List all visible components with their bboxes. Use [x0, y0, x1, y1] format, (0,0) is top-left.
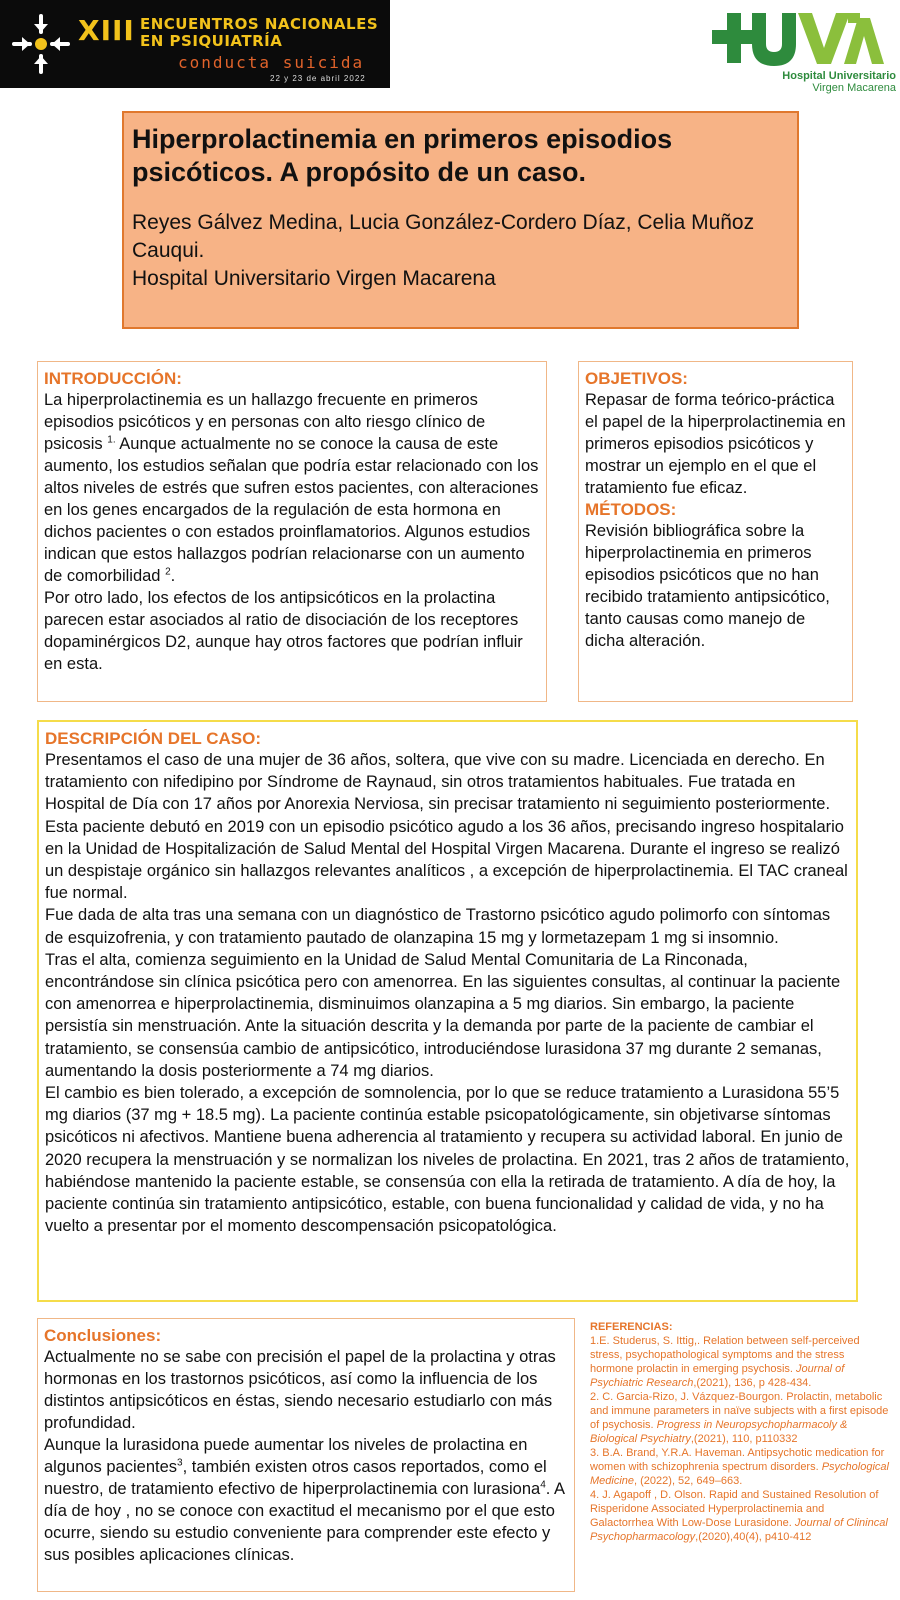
citation-1: 1. [107, 434, 116, 446]
intro-text-c: . [170, 567, 176, 585]
case-paragraph: Presentamos el caso de una mujer de 36 años, soltera, que vive con su madre. Licenciada en derecho. En tratamiento con nifedipino por Síndrome de Raynaud, sin otros tratamientos habituales. Fue tratada en Hospital de Día con 17 años por Anorexia Nerviosa, sin precisar tratamiento ni seguimiento posteriormente. [45, 751, 831, 814]
introduction-heading: INTRODUCCIÓN: [44, 369, 182, 388]
conclusions-paragraph-1: Actualmente no se sabe con precisión el papel de la prolactina y otras hormonas en los trastornos psicóticos, así como la influencia de los distintos antipsicóticos en éstas, siendo necesario estudiarlo con más profundidad. [44, 1348, 556, 1432]
event-title-line2: EN PSIQUIATRÍA [140, 32, 283, 50]
introduction-paragraph-1 [44, 389, 540, 587]
citation-3: 3 [177, 1457, 183, 1469]
case-paragraph: Fue dada de alta tras una semana con un diagnóstico de Trastorno psicótico agudo polimorfo con síntomas de esquizofrenia, y con tratamiento pautado de olanzapina 15 mg y lormetazepam 1 mg si insomnio. [45, 906, 831, 947]
event-date: 22 y 23 de abril 2022 [270, 74, 366, 83]
reference-journal: Psychological Medicine [590, 1461, 889, 1487]
reference-text: 4. J. Agapoff , D. Olson. Rapid and Sustained Resolution of Risperidone Associated Hyperprolactinemia and Galactorrhea With Low-Dose Lurasidone. [590, 1489, 879, 1529]
reference-item [590, 1446, 890, 1488]
methods-heading: MÉTODOS: [585, 500, 677, 519]
case-paragraph: El cambio es bien tolerado, a excepción de somnolencia, por lo que se reduce tratamiento a Lurasidona 55’5 mg diarios (37 mg + 18.5 mg). La paciente continúa estable psicopatológicamente, sin objetivarse síntomas psicóticos ni afectivos. Mantiene buena adherencia al tratamiento y recupera su actividad laboral. En junio de 2020 recupera la menstruación y se normalizan los niveles de prolactina. En 2021, tras 2 años de tratamiento, habiéndose mantenido la paciente estable, se consensúa con ella la retirada de tratamiento. A día de hoy, la paciente continúa sin tratamiento antipsicótico, estable, con buena funcionalidad y calidad de vida, y no ha vuelto a presentar por el momento descompensación psicopatológica. [45, 1084, 850, 1236]
event-banner [0, 0, 390, 88]
poster-title: Hiperprolactinemia en primeros episodios psicóticos. A propósito de un caso. [132, 124, 673, 187]
reference-text: 2. C. Garcia-Rizo, J. Vázquez-Bourgon. Prolactin, metabolic and immune parameters in naïve subjects with a first episode of psychosis. [590, 1391, 889, 1431]
introduction-paragraph-2: Por otro lado, los efectos de los antipsicóticos en la prolactina parecen estar asociados al ratio de disociación de los receptores dopaminérgicos D2, aunque hay otros factores que podrían influir en esta. [44, 589, 523, 673]
case-paragraph: Esta paciente debutó en 2019 con un episodio psicótico agudo a los 36 años, precisando ingreso hospitalario en la Unidad de Hospitalización de Salud Mental del Hospital Virgen Macarena. Durante el ingreso se realizó un despistaje orgánico sin hallazgos relevantes analíticos , a excepción de hiperprolactinemia. El TAC craneal fue normal. [45, 817, 848, 903]
reference-item [590, 1390, 890, 1446]
references-heading: REFERENCIAS: [590, 1321, 673, 1333]
citation-4: 4 [540, 1479, 546, 1491]
introduction-section [37, 361, 547, 702]
case-heading: DESCRIPCIÓN DEL CASO: [45, 729, 261, 748]
reference-journal: Journal of Clinincal Psychopharmacology [590, 1517, 888, 1543]
affiliation: Hospital Universitario Virgen Macarena [132, 267, 496, 290]
event-subtitle: conducta suicida [178, 53, 365, 72]
intro-text-b: Aunque actualmente no se conoce la causa de este aumento, los estudios señalan que podría estar relacionado con los altos niveles de estrés que sufren estos pacientes, con alteraciones en los genes encargados de la regulación de esta hormona en dichos pacientes o con estados proinflamatorios. Algunos estudios indican que estos hallazgos podrían relacionarse con un aumento de comorbilidad [44, 435, 539, 585]
reference-text: 1.E. Studerus, S. Ittig,. Relation between self-perceived stress, psychopathological symptoms and the stress hormone prolactin in emerging psychosis. [590, 1335, 860, 1375]
reference-details: ,(2021), 136, p 428-434. [693, 1377, 812, 1389]
event-title-line1: ENCUENTROS NACIONALES [140, 15, 379, 33]
event-number: XIII [78, 14, 135, 47]
reference-details: ,(2020),40(4), p410-412 [695, 1531, 812, 1543]
concl-text-a: Aunque la lurasidona puede aumentar los niveles de prolactina en algunos pacientes [44, 1436, 528, 1476]
concl-text-c: . A día de hoy , no se conoce con exactitud el mecanismo por el que esto ocurre, siendo su estudio conveniente para comprender este efecto y sus posibles aplicaciones clínicas. [44, 1480, 565, 1564]
conclusions-heading: Conclusiones: [44, 1326, 162, 1345]
conclusions-section [37, 1318, 575, 1592]
reference-journal: Progress in Neuropsychopharmacoly & Biological Psychiatry [590, 1419, 848, 1445]
conclusions-paragraph-2 [44, 1434, 568, 1566]
hospital-logo-subname: Virgen Macarena [812, 82, 896, 94]
objectives-section [578, 361, 853, 702]
reference-text: 3. B.A. Brand, Y.R.A. Haveman. Antipsychotic medication for women with schizophrenia spectrum disorders. [590, 1447, 885, 1473]
hospital-logo-name: Hospital Universitario [782, 70, 896, 82]
methods-text: Revisión bibliográfica sobre la hiperprolactinemia en primeros episodios psicóticos que no han recibido tratamiento antipsicótico, tanto causas como manejo de dicha alteración. [585, 522, 830, 650]
citation-2: 2 [165, 566, 171, 578]
arrows-cross-icon [10, 12, 72, 76]
case-paragraph: Tras el alta, comienza seguimiento en la Unidad de Salud Mental Comunitaria de La Rinconada, encontrándose sin clínica psicótica pero con amenorrea. En las siguientes consultas, al continuar la paciente con amenorrea e hiperprolactinemia, disminuimos olanzapina a 5 mg diarios. Sin embargo, la paciente persistía sin menstruación. Ante la situación descrita y la demanda por parte de la paciente de cambiar el tratamiento, se consensúa cambio de antipsicótico, introduciéndose lurasidona 37 mg durante 2 semanas, aumentando la dosis posteriormente a 74 mg diarios. [45, 950, 841, 1080]
reference-details: , (2022), 52, 649–663. [634, 1475, 743, 1487]
reference-journal: Journal of Psychiatric Research [590, 1363, 845, 1389]
objectives-heading: OBJETIVOS: [585, 369, 688, 388]
intro-text-a: La hiperprolactinemia es un hallazgo frecuente en primeros episodios psicóticos y en personas con alto riesgo clínico de psicosis [44, 391, 486, 453]
objectives-text: Repasar de forma teórico-práctica el papel de la hiperprolactinemia en primeros episodios psicóticos y mostrar un ejemplo en el que el tratamiento fue eficaz. [585, 391, 846, 497]
reference-item [590, 1334, 890, 1390]
title-box [122, 111, 799, 329]
concl-text-b: , también existen otros casos reportados, como el nuestro, de tratamiento efectivo de hiperprolactinemia con lurasiona [44, 1458, 547, 1498]
case-section [37, 720, 858, 1302]
references-section [590, 1320, 890, 1544]
reference-item [590, 1488, 890, 1544]
reference-details: ,(2021), 110, p110332 [690, 1433, 798, 1445]
authors: Reyes Gálvez Medina, Lucia González-Cordero Díaz, Celia Muñoz Cauqui. [132, 211, 755, 262]
huvm-logo-icon [712, 8, 892, 68]
